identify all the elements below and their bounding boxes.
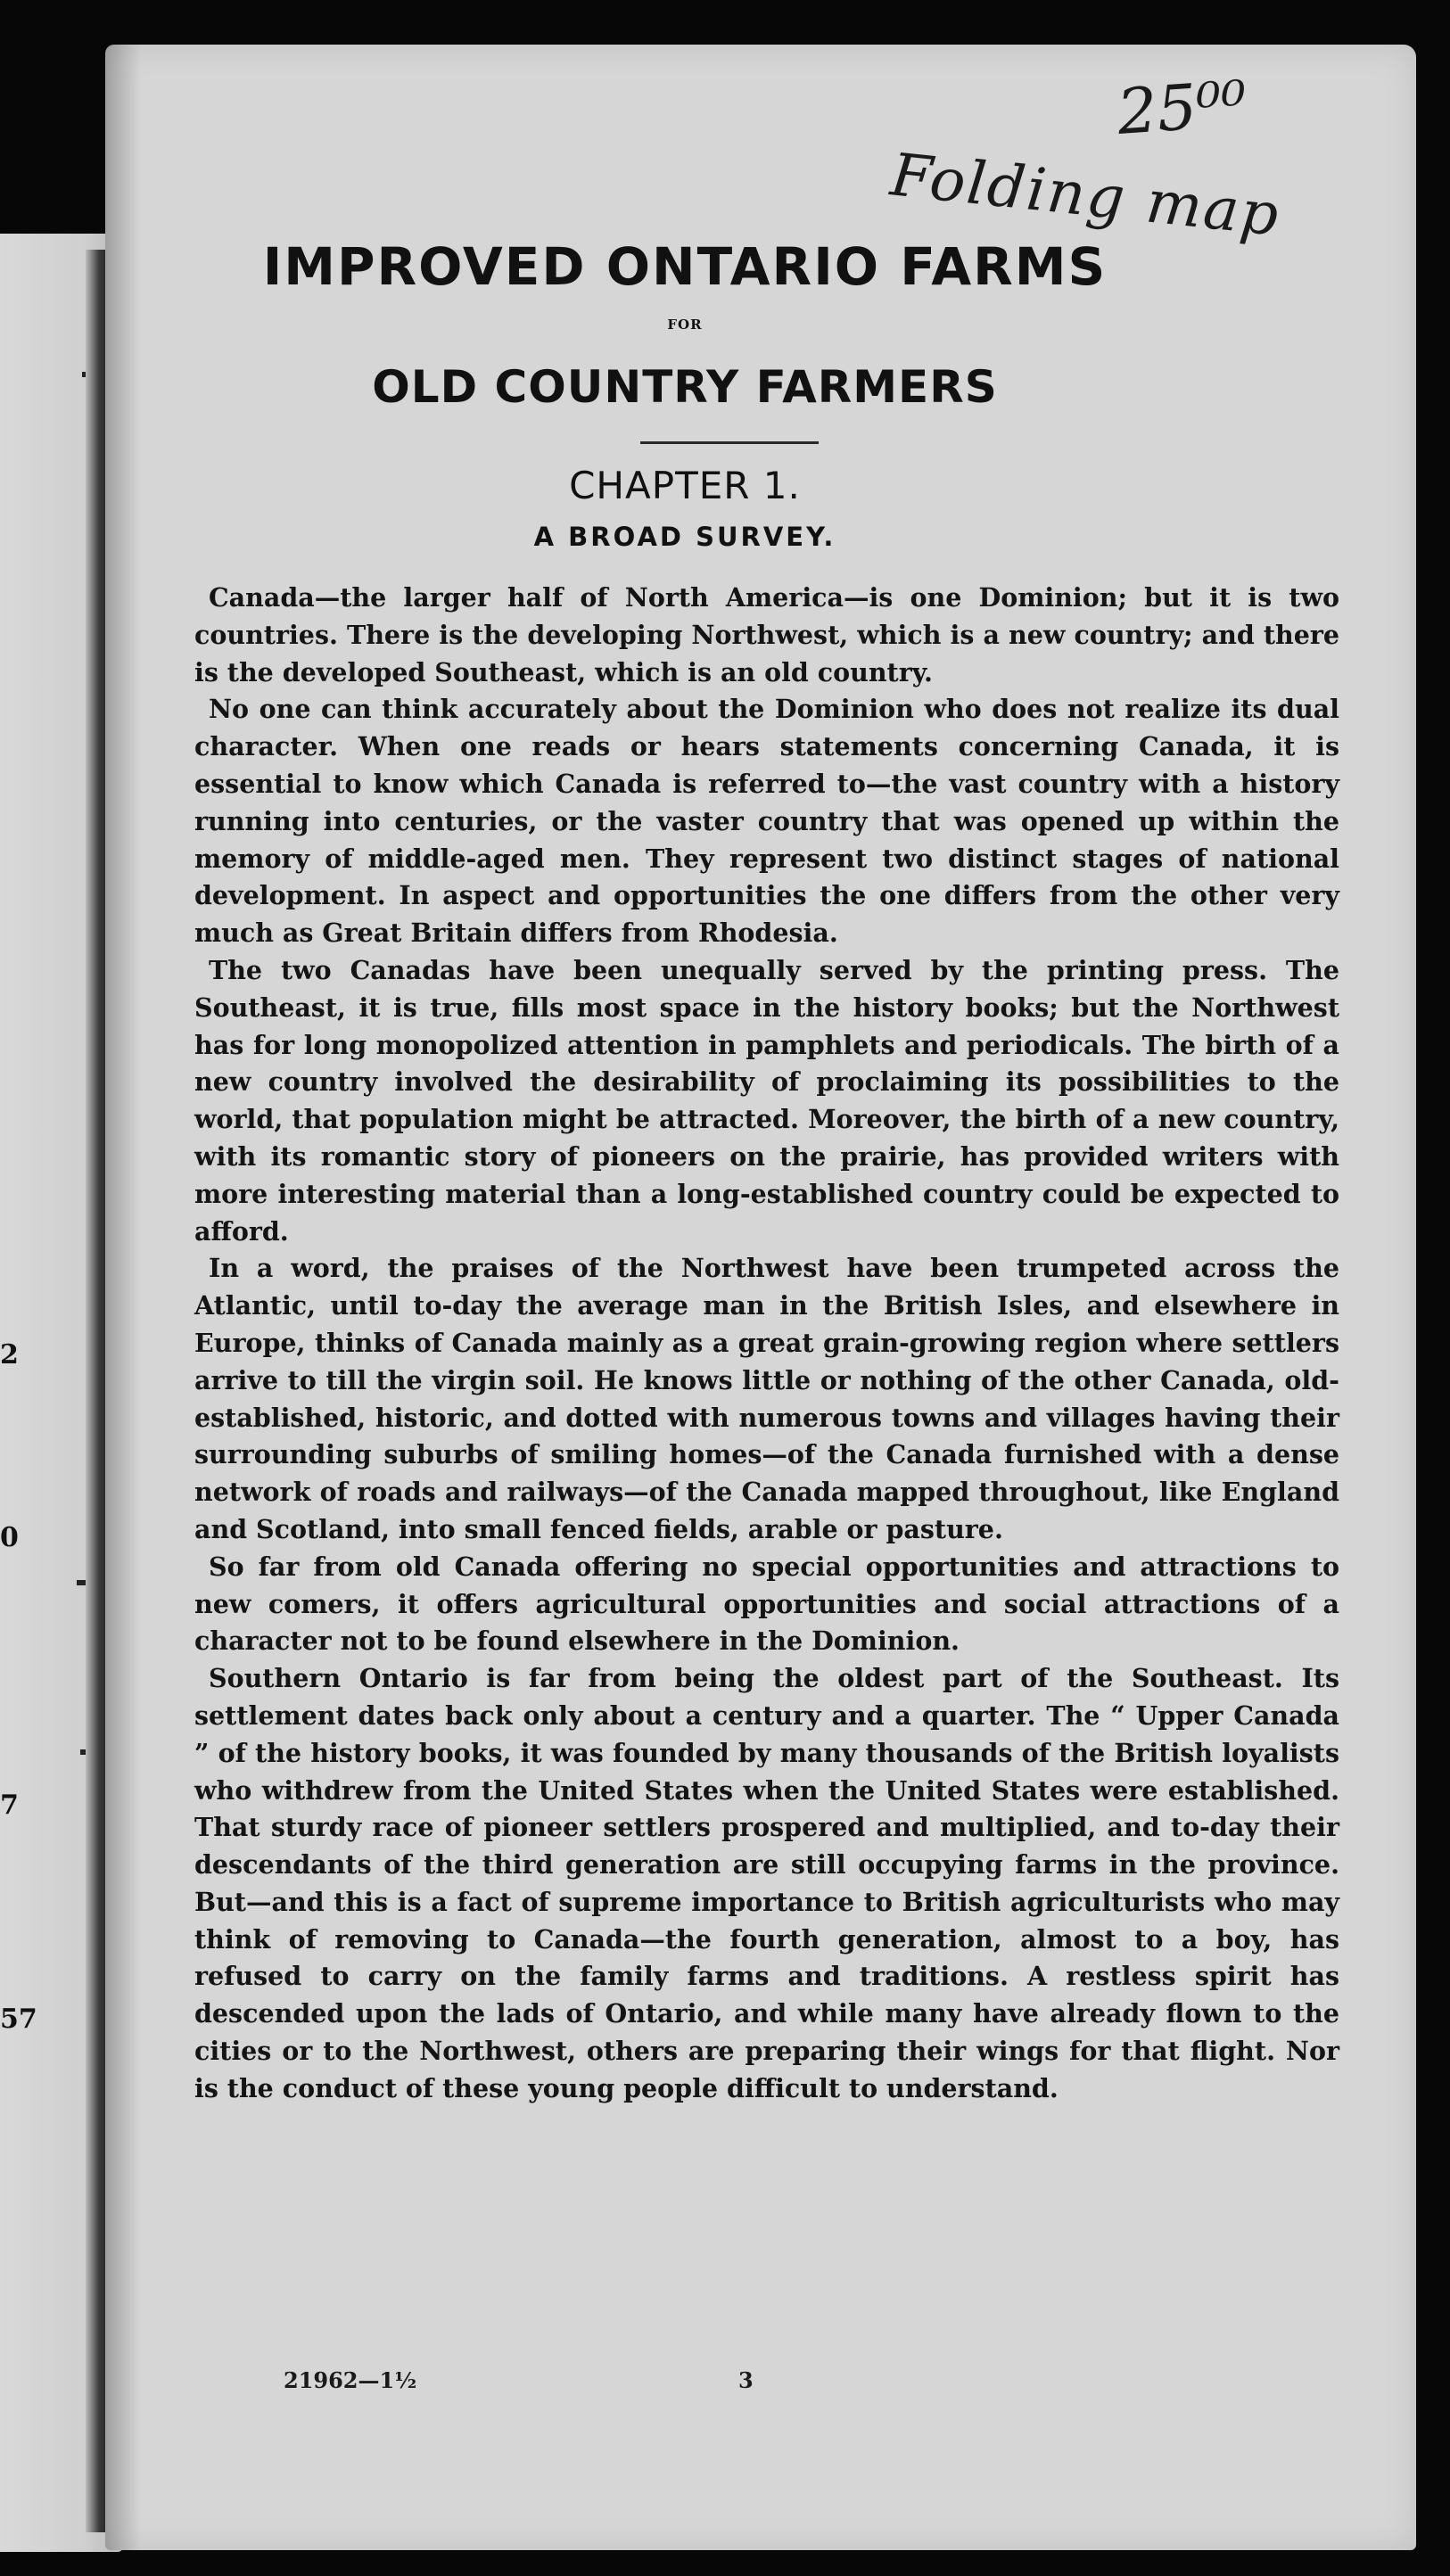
page-title: IMPROVED ONTARIO FARMS bbox=[262, 236, 1108, 297]
edge-mark: 0 bbox=[0, 1522, 19, 1553]
body-text bbox=[194, 580, 1339, 2108]
paragraph: So far from old Canada offering no special opportunities and attractions to new comers, it offers agricultural opportunities and social attractions of a character not to be found elsewhere in the Dominion. bbox=[194, 1551, 1339, 1657]
title-connector: FOR bbox=[667, 317, 703, 333]
page-subtitle: OLD COUNTRY FARMERS bbox=[372, 361, 998, 413]
paragraph: In a word, the praises of the Northwest have been trumpeted across the Atlantic, until to-day the average man in the British Isles, and elsewhere in Europe, thinks of Canada mainly as a great grain-growing region where settlers arrive to till the virgin soil. He knows little or nothing of the other Canada, old-established, historic, and dotted with numerous towns and villages having their surrounding suburbs of smiling homes—of the Canada furnished with a dense network of roads and railways—of the Canada mapped throughout, like England and Scotland, into small fenced fields, arable or pasture. bbox=[194, 1253, 1339, 1544]
handwritten-price: 25⁰⁰ bbox=[1115, 67, 1249, 149]
edge-mark: 7 bbox=[0, 1790, 19, 1821]
printer-signature-code: 21962—1½ bbox=[284, 2367, 417, 2393]
paragraph: Canada—the larger half of North America—is one Dominion; but it is two countries. There is the developing Northwest, which is a new country; and there is the developed Southeast, which is an old country. bbox=[194, 582, 1339, 687]
page-number: 3 bbox=[738, 2367, 754, 2393]
paragraph: No one can think accurately about the Dominion who does not realize its dual character. When one reads or hears statements concerning Canada, it is essential to know which Canada is referred to—the vast country with a history running into centuries, or the vaster country that was opened up within the memory of middle-aged men. They represent two distinct stages of national development. In aspect and opportunities the one differs from the other very much as Great Britain differs from Rhodesia. bbox=[194, 694, 1339, 949]
book-page bbox=[105, 45, 1416, 2550]
paragraph: The two Canadas have been unequally served by the printing press. The Southeast, it is true, fills most space in the history books; but the Northwest has for long monopolized attention in pamphlets and periodicals. The birth of a new country involved the desirability of proclaiming its possibilities to the world, that population might be attracted. Moreover, the birth of a new country, with its romantic story of pioneers on the prairie, has provided writers with more interesting material than a long-established country could be expected to afford. bbox=[194, 954, 1339, 1247]
edge-mark: 2 bbox=[0, 1339, 19, 1370]
paragraph: Southern Ontario is far from being the oldest part of the Southeast. Its settlement dates back only about a century and a quarter. The “ Upper Canada ” of the history books, it was founded by many thousands of the British loyalists who withdrew from the United States when the United States were established. That sturdy race of pioneer settlers prospered and multiplied, and to-day their descendants of the third generation are still occupying farms in the province. But—and this is a fact of supreme importance to British agriculturists who may think of removing to Canada—the fourth generation, almost to a boy, has refused to carry on the family farms and traditions. A restless spirit has descended upon the lads of Ontario, and while many have already flown to the cities or to the Northwest, others are preparing their wings for that flight. Nor is the conduct of these young people difficult to understand. bbox=[194, 1663, 1339, 2103]
handwritten-note: Folding map bbox=[887, 140, 1284, 250]
chapter-heading: CHAPTER 1. bbox=[569, 464, 801, 507]
chapter-title: A BROAD SURVEY. bbox=[533, 522, 836, 552]
edge-mark: 57 bbox=[0, 2004, 37, 2035]
title-divider bbox=[640, 441, 819, 444]
